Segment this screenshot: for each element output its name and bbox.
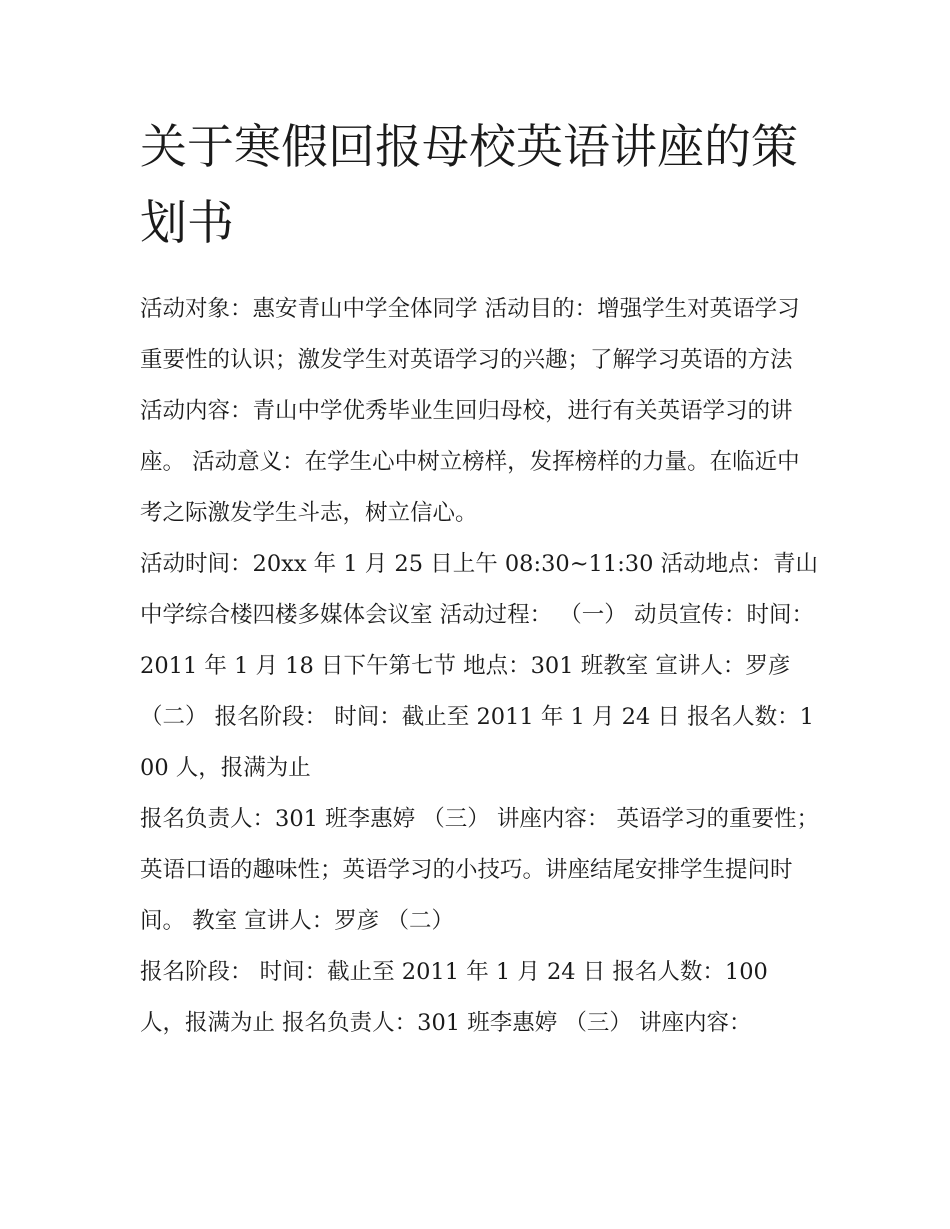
paragraph: 活动内容：青山中学优秀毕业生回归母校，进行有关英语学习的讲座。 活动意义：在学生心中树立榜样，发挥榜样的力量。在临近中考之际激发学生斗志，树立信心。 [140,398,800,526]
document-title: 关于寒假回报母校英语讲座的策划书 [140,120,798,251]
paragraph: 报名负责人：301 班李惠婷 （三） 讲座内容： 英语学习的重要性；英语口语的趣味性；英语学习的小技巧。讲座结尾安排学生提问时间。 教室 宣讲人：罗彦 （二） [140,806,820,934]
paragraph: 活动对象：惠安青山中学全体同学 活动目的：增强学生对英语学习重要性的认识；激发学生对英语学习的兴趣；了解学习英语的方法 [140,296,800,373]
document-page [140,110,820,1049]
paragraph: 活动时间：20xx 年 1 月 25 日上午 08:30~11:30 活动地点：青山中学综合楼四楼多媒体会议室 活动过程： （一） 动员宣传：时间：2011 年 1 月 18 日下午第七节 地点：301 班教室 宣讲人：罗彦 （二） 报名阶段： 时间：截止至 2011 年 1 月 24 日 报名人数：100 人，报满为止 [140,551,819,781]
document-body [140,284,820,1049]
paragraph: 报名阶段： 时间：截止至 2011 年 1 月 24 日 报名人数：100 人，报满为止 报名负责人：301 班李惠婷 （三） 讲座内容： [140,959,768,1036]
